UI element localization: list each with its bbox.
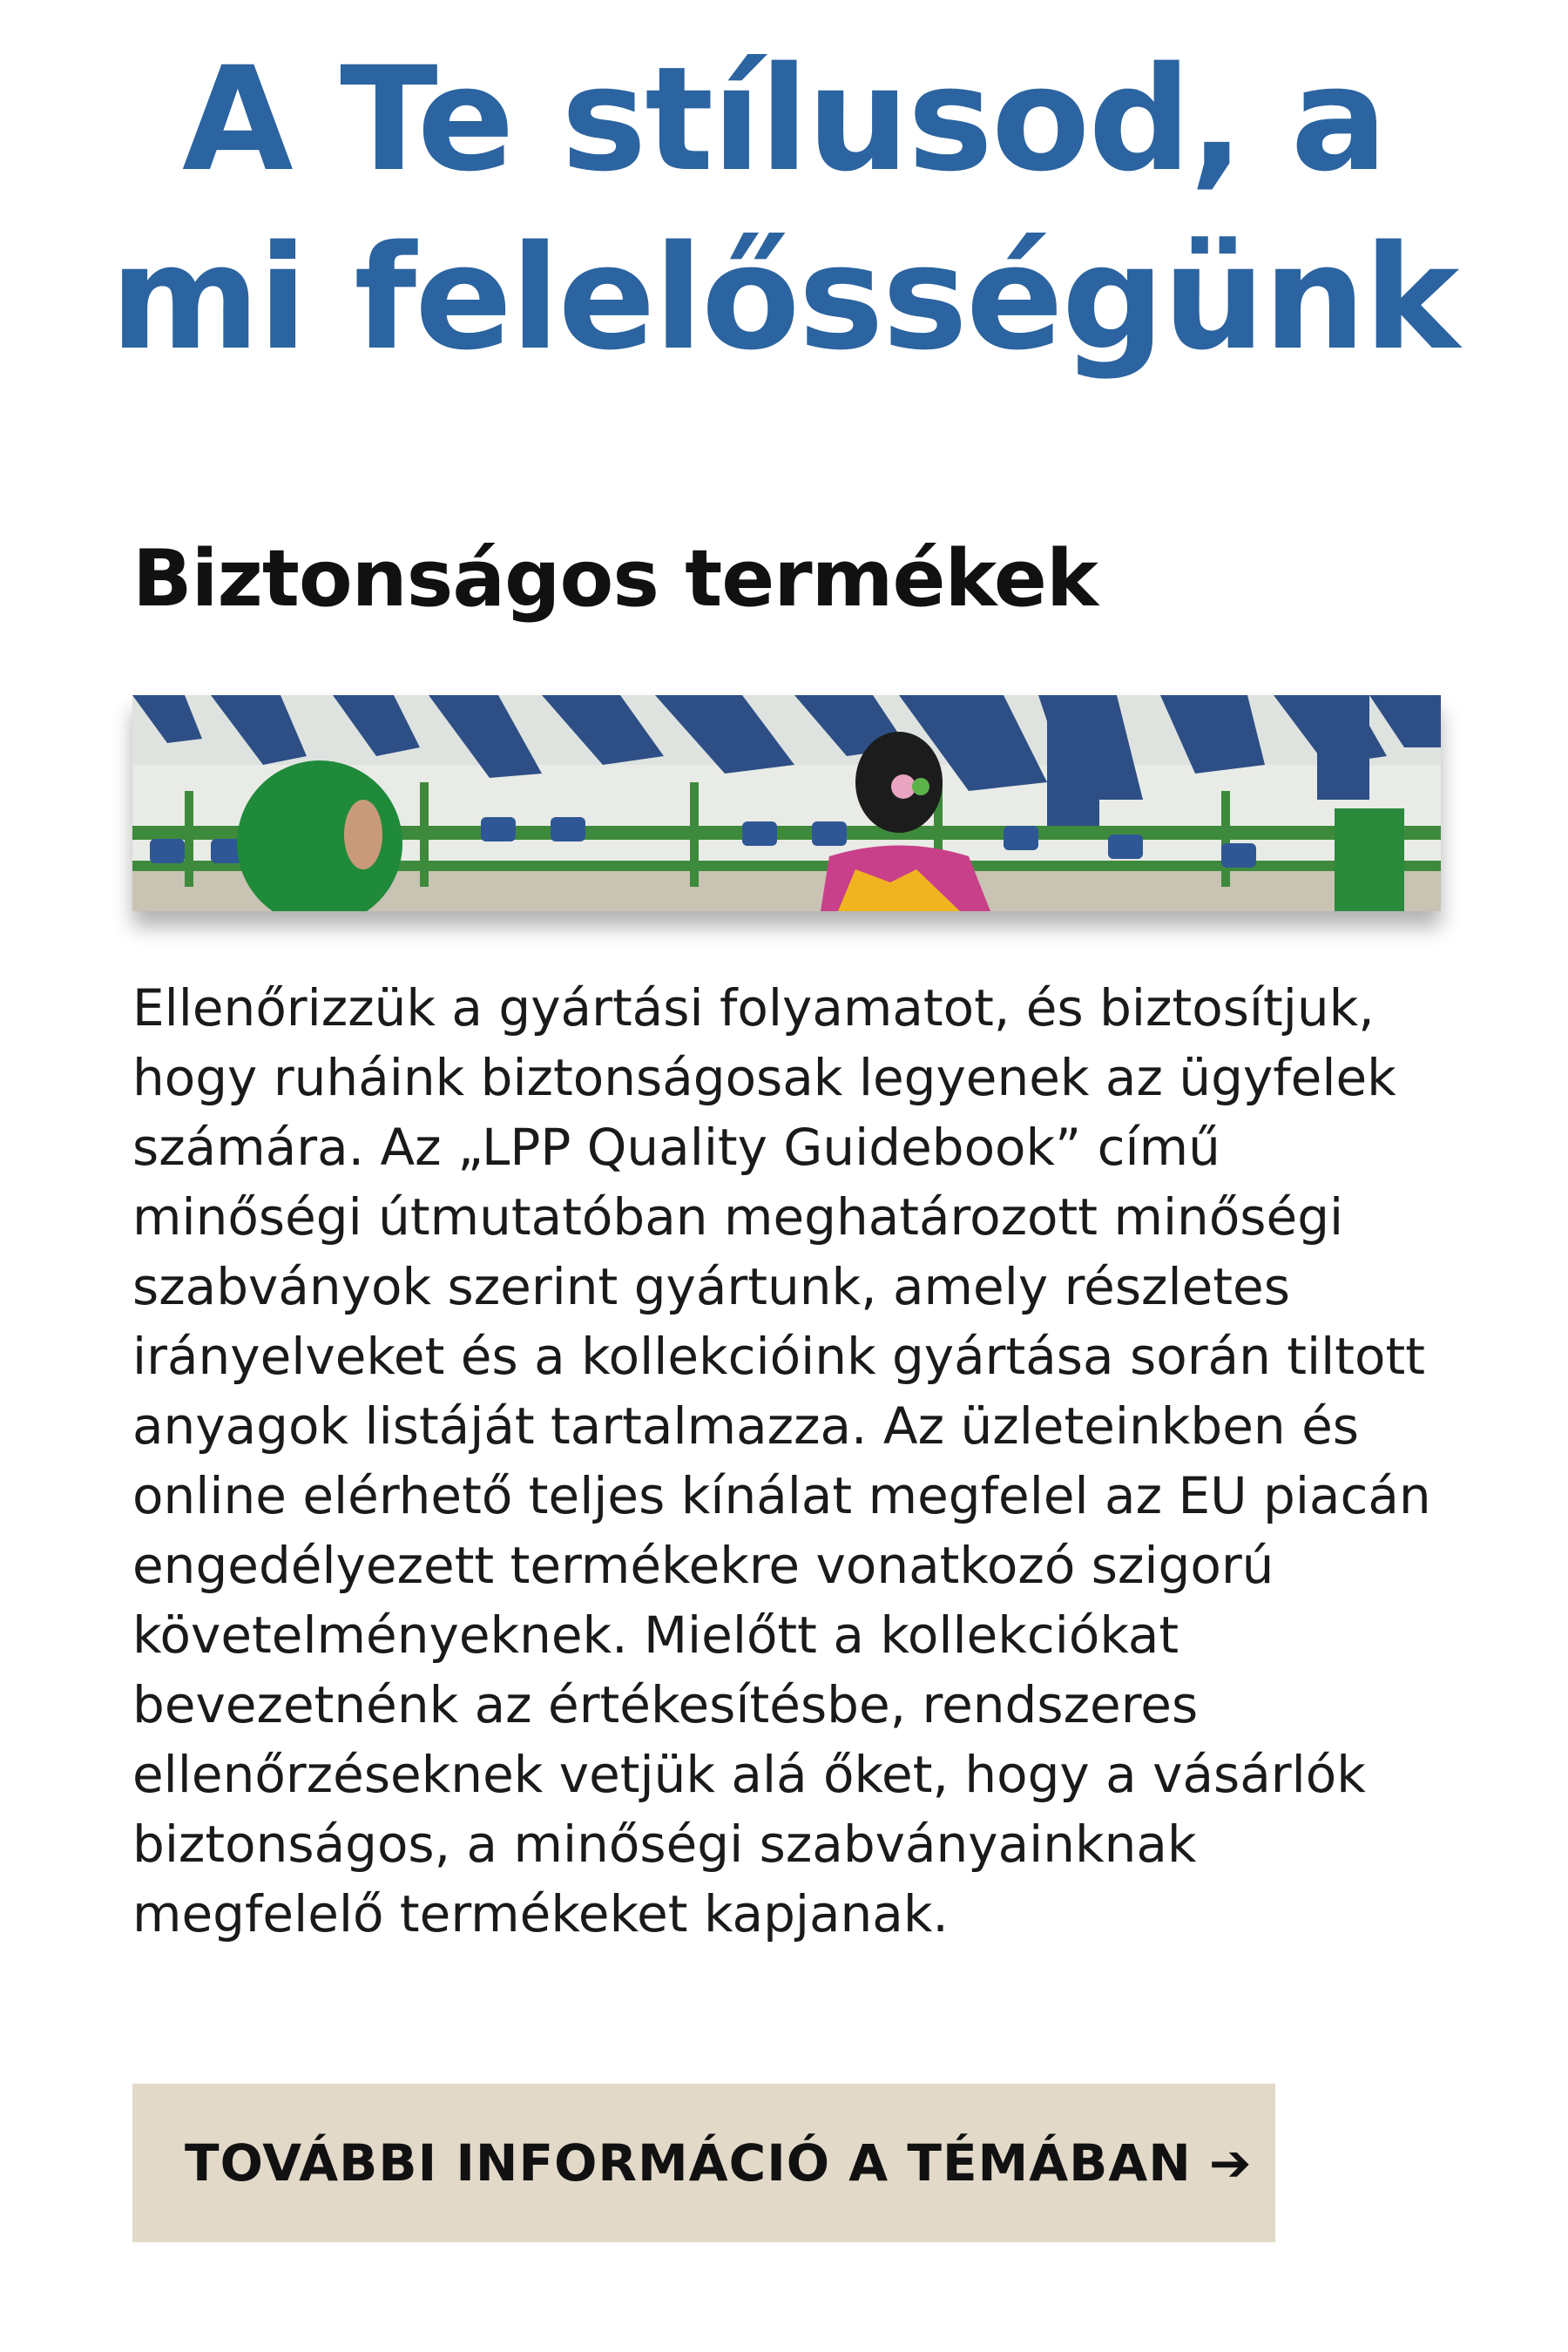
more-info-button[interactable] bbox=[132, 2084, 1275, 2242]
factory-photo-illustration bbox=[132, 695, 1441, 911]
factory-photo bbox=[132, 695, 1441, 911]
more-info-button-label: TOVÁBBI INFORMÁCIÓ A TÉMÁBAN bbox=[185, 2133, 1192, 2193]
section-heading: Biztonságos termékek bbox=[132, 533, 1098, 625]
page-title: A Te stílusod, a mi felelősségünk bbox=[110, 36, 1458, 382]
arrow-right-icon: ➔ bbox=[1208, 2133, 1253, 2193]
section-body-text: Ellenőrizzük a gyártási folyamatot, és biztosítjuk, hogy ruháink biztonságosak legyenek az ügyfelek számára. Az „LPP Quality Guidebook” című minőségi útmutatóban meghatározott minőségi szabványok szerint gyártunk, amely részletes irányelveket és a kollekcióink gyártása során tiltott anyagok listáját tartalmazza. Az üzleteinkben és online elérhető teljes kínálat megfelel az EU piacán engedélyezett termékekre vonatkozó szigorú követelményeknek. Mielőtt a kollekciókat bevezetnénk az értékesítésbe, rendszeres ellenőrzéseknek vetjük alá őket, hogy a vásárlók biztonságos, a minőségi szabványainknak megfelelő termékeket kapjanak. bbox=[132, 978, 1431, 1943]
